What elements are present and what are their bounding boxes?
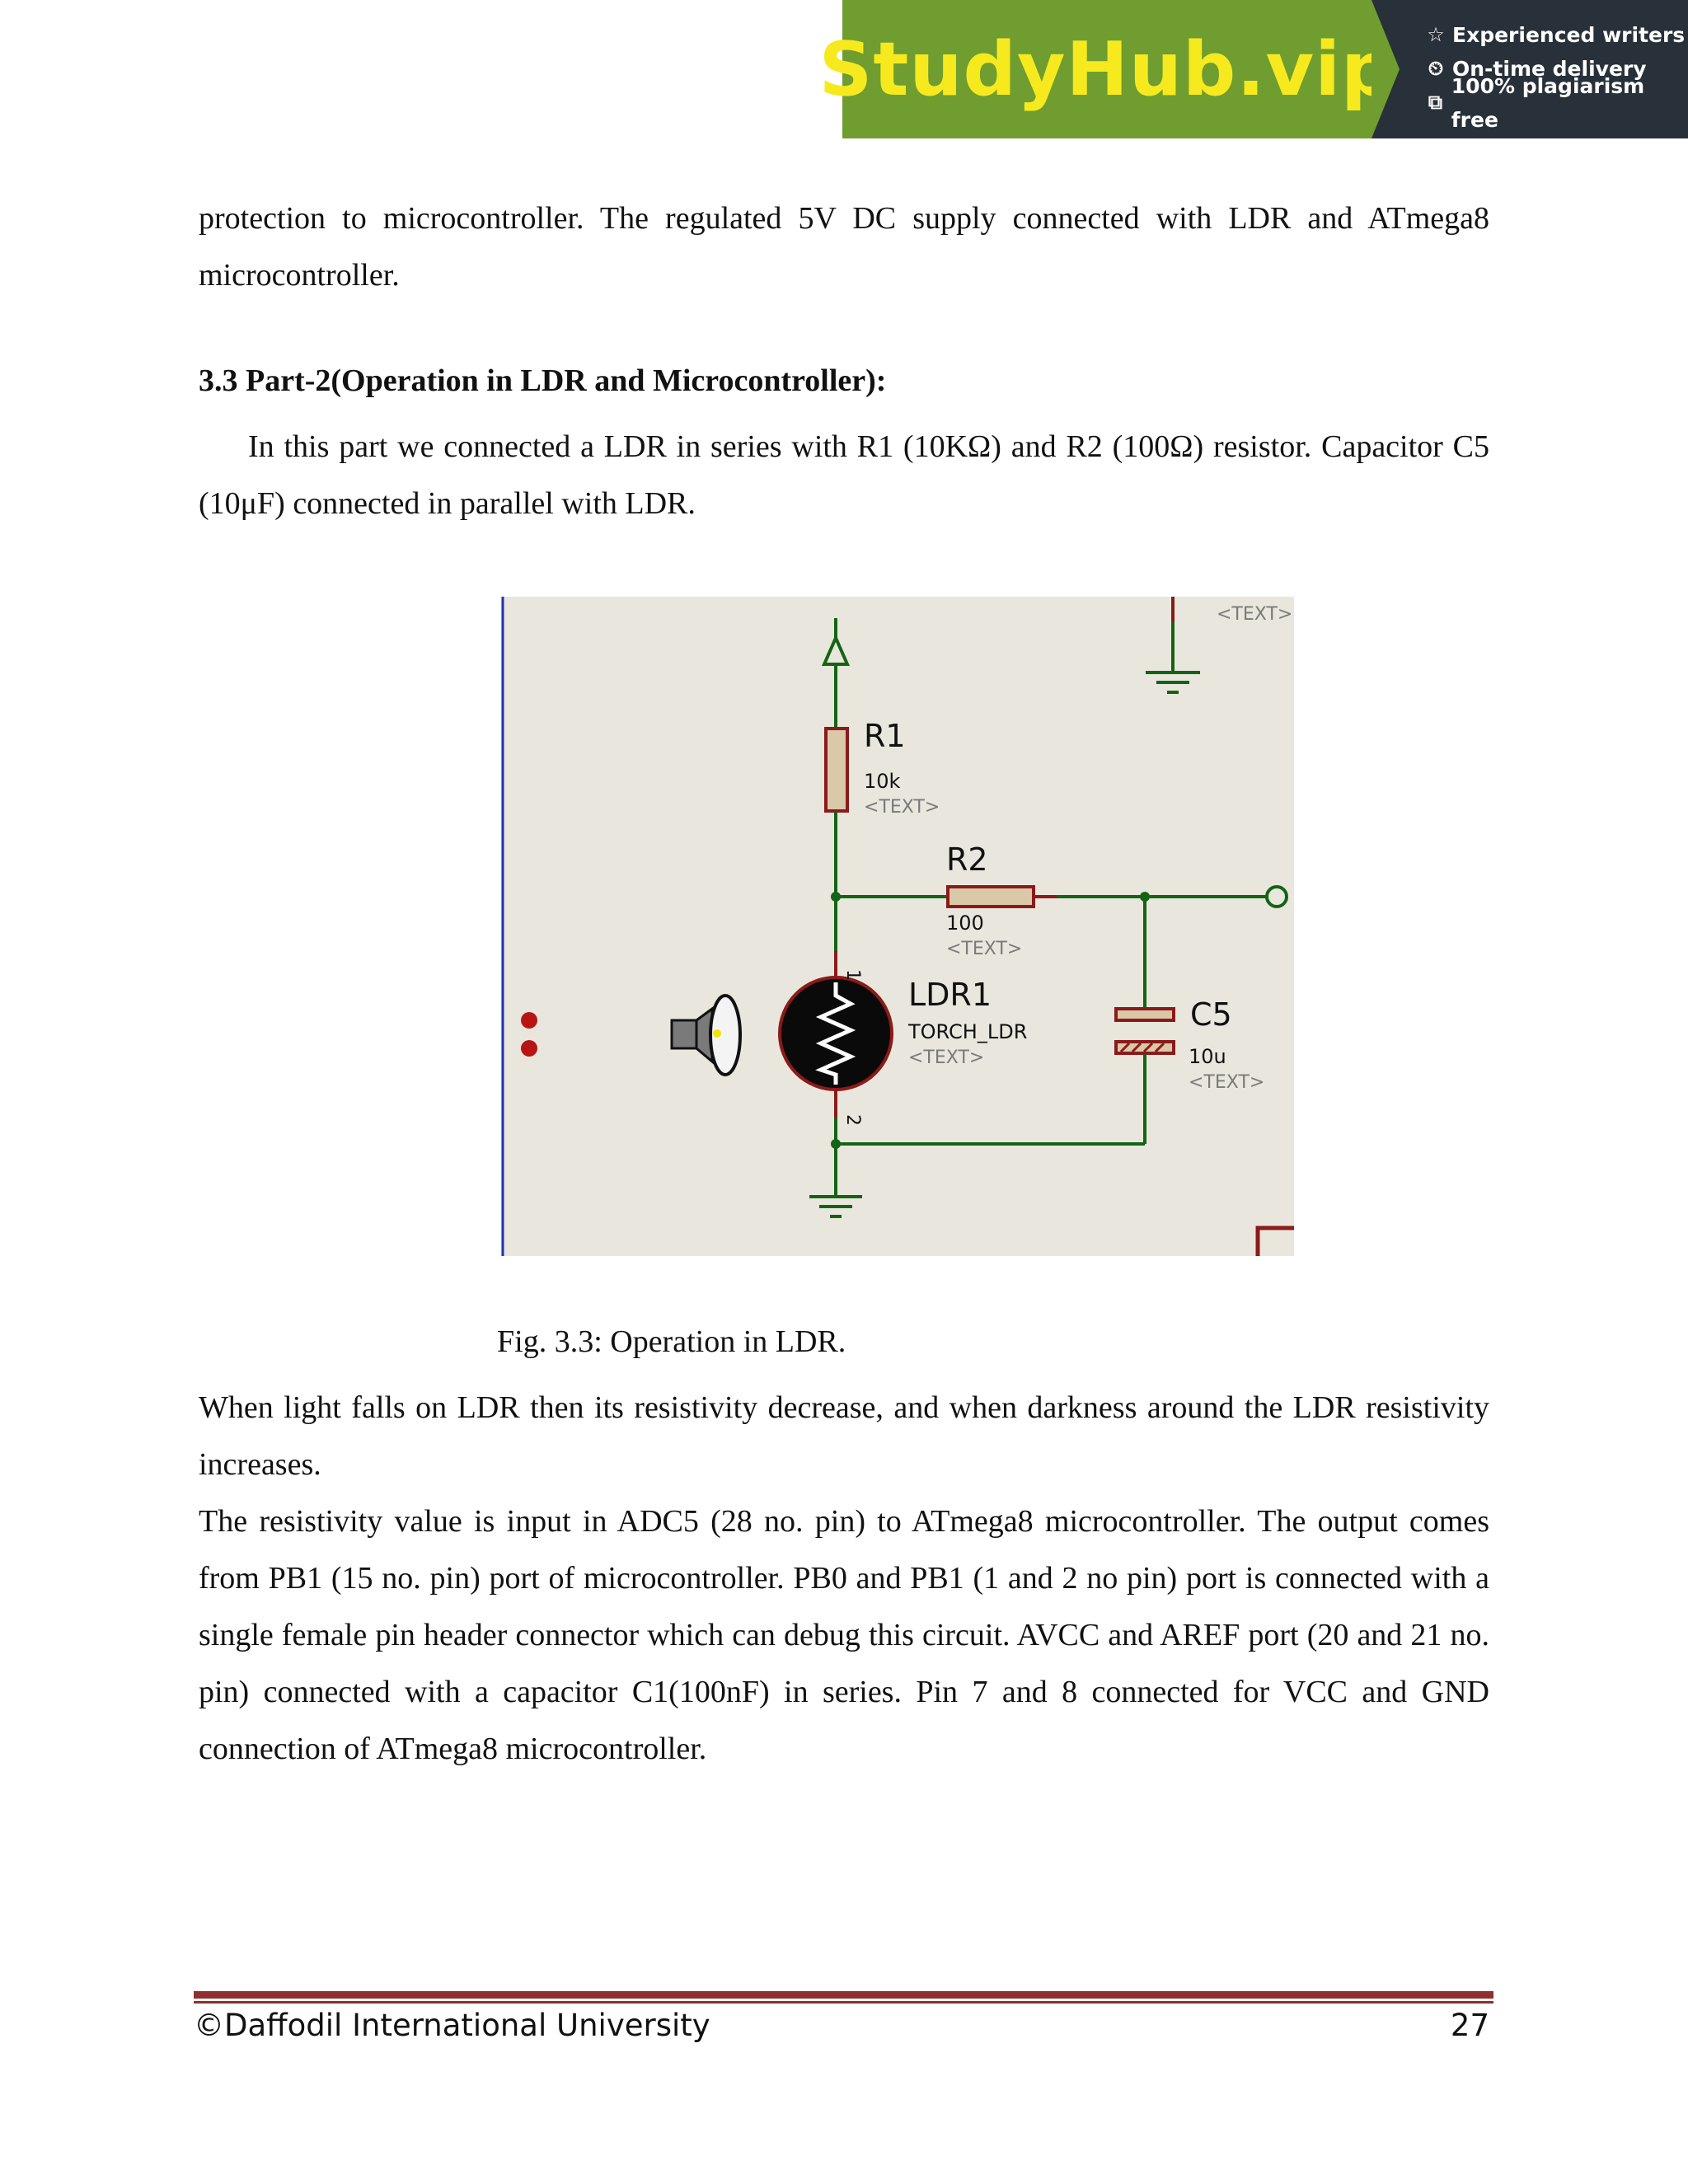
c5-value: 10u bbox=[1189, 1045, 1226, 1068]
ldr-schematic-figure bbox=[501, 597, 1294, 1256]
schematic-svg bbox=[501, 597, 1294, 1256]
perk-label: Experienced writers bbox=[1452, 23, 1686, 47]
junction-dot bbox=[831, 1139, 841, 1149]
c5-ref: C5 bbox=[1190, 996, 1232, 1033]
paragraph-ldr-behavior: When light falls on LDR then its resistivity decrease, and when darkness around the LDR resistivity increases. bbox=[199, 1390, 1489, 1482]
figure-caption: Fig. 3.3: Operation in LDR. bbox=[497, 1324, 846, 1359]
footer-divider-thin bbox=[194, 2001, 1493, 2004]
r1-text: <TEXT> bbox=[864, 797, 940, 818]
r2-text: <TEXT> bbox=[946, 939, 1023, 959]
perk-label: On-time delivery bbox=[1452, 57, 1647, 81]
r2-value: 100 bbox=[946, 912, 984, 935]
copy-icon: ⧉ bbox=[1428, 91, 1442, 114]
studyhub-banner[interactable] bbox=[818, 0, 1688, 138]
ldr-value: TORCH_LDR bbox=[908, 1020, 1028, 1043]
output-terminal bbox=[1267, 887, 1287, 907]
ldr-pin2: 2 bbox=[842, 1114, 863, 1126]
perk-label: 100% plagiarism free bbox=[1451, 73, 1645, 132]
brand-logo: StudyHub.vip bbox=[818, 26, 1395, 113]
resistor-r1 bbox=[826, 729, 847, 811]
top-text-label: <TEXT> bbox=[1217, 604, 1293, 625]
section-heading: 3.3 Part-2(Operation in LDR and Microcontroller): bbox=[199, 363, 887, 398]
footer-divider bbox=[194, 1991, 1493, 1999]
paragraph-part2: In this part we connected a LDR in series with R1 (10KΩ) and R2 (100Ω) resistor. Capacitor C5 (10μF) connected in parallel with LDR. bbox=[199, 429, 1489, 521]
banner-brand-panel bbox=[818, 0, 1395, 138]
clock-icon: ⏲ bbox=[1428, 57, 1444, 80]
ldr-text: <TEXT> bbox=[908, 1047, 985, 1068]
banner-perks bbox=[1372, 0, 1688, 138]
r2-ref: R2 bbox=[946, 841, 988, 878]
ldr-pin1: 1 bbox=[842, 969, 863, 981]
pin-header-dot bbox=[521, 1040, 537, 1057]
chip-corner bbox=[1258, 1228, 1294, 1256]
ldr-ref: LDR1 bbox=[908, 977, 992, 1013]
r1-ref: R1 bbox=[864, 718, 906, 754]
pin-header-dot bbox=[521, 1012, 537, 1029]
paragraph-intro: protection to microcontroller. The regulated 5V DC supply connected with LDR and ATmega8 microcontroller. bbox=[199, 201, 1489, 293]
resistor-r2 bbox=[948, 887, 1034, 907]
page-number: 27 bbox=[1450, 2008, 1489, 2043]
star-icon: ☆ bbox=[1427, 23, 1445, 46]
c5-text: <TEXT> bbox=[1189, 1072, 1265, 1093]
capacitor-c5 bbox=[1116, 1009, 1174, 1020]
paragraph-microcontroller: The resistivity value is input in ADC5 (28 no. pin) to ATmega8 microcontroller. The output comes from PB1 (15 no. pin) port of microcontroller. PB0 and PB1 (1 and 2 no pin) port is connected with a single female pin header connector which can debug this circuit. AVCC and AREF port (20 and 21 no. pin) connected with a capacitor C1(100nF) in series. Pin 7 and 8 connected for VCC and GND connection of ATmega8 microcontroller. bbox=[199, 1504, 1489, 1766]
r1-value: 10k bbox=[864, 770, 901, 793]
perk-plagiarism-free bbox=[1424, 73, 1688, 132]
perk-experienced-writers bbox=[1424, 18, 1688, 52]
power-arrow-icon bbox=[824, 638, 847, 664]
torch-icon bbox=[672, 1020, 696, 1048]
footer-institution: ©Daffodil International University bbox=[194, 2008, 710, 2043]
